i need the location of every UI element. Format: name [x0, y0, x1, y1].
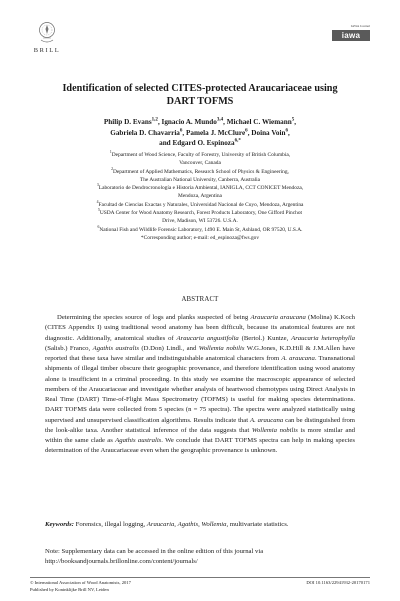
- species-name: Araucaria araucana: [250, 314, 306, 321]
- keyword-text: , multivariate statistics.: [226, 521, 289, 528]
- copyright-line: © International Association of Wood Anatomists, 2017: [30, 580, 131, 585]
- affiliation-text: Drive, Madison, WI 53726. U.S.A.: [162, 218, 238, 225]
- species-name: Wollemia nobilis: [198, 344, 245, 352]
- journal-logo-mark: iawa: [332, 30, 370, 41]
- affiliation-line: [44, 209, 356, 217]
- affiliation-text: Department of Applied Mathematics, Research School of Physics & Engineering,: [112, 168, 289, 175]
- keyword-genus: Agathis: [177, 521, 199, 528]
- affiliation-text: Vancouver, Canada: [179, 160, 221, 167]
- keyword-separator: ,: [198, 521, 202, 528]
- keywords-label: Keywords:: [45, 521, 74, 528]
- brill-logo: [30, 20, 64, 54]
- species-name: Agathis australis: [115, 437, 162, 444]
- affiliation-text: Department of Wood Science, Faculty of Forestry, University of British Columbia,: [111, 152, 291, 158]
- supplementary-url[interactable]: http://booksandjournals.brillonline.com/content/journals/: [45, 558, 198, 566]
- affiliation-line: [44, 151, 356, 159]
- author-affiliation-mark: 5: [291, 117, 295, 123]
- doi-line[interactable]: DOI 10.1163/22941932-20170171: [306, 580, 370, 585]
- keywords: [45, 520, 355, 530]
- affiliation-line: [44, 168, 356, 176]
- affiliation-line: [44, 217, 356, 225]
- author-name: Ignacio A. Mundo: [161, 118, 217, 126]
- brill-crest-icon: [36, 20, 58, 46]
- author-affiliation-mark: 6: [245, 128, 248, 134]
- affiliation-text: Facultad de Ciencias Exactas y Naturales, Universidad Nacional de Cuyo, Mendoza, Argentina: [98, 201, 304, 208]
- author-conjunction: and: [159, 139, 171, 148]
- affiliation-number: 2: [111, 166, 113, 171]
- affiliation-line: [44, 201, 356, 209]
- abstract-text: Determining the species source of logs and planks suspected of being: [57, 314, 251, 321]
- affiliation-text: The Australian National University, Canberra, Australia: [139, 176, 261, 183]
- abstract-text: is more similar and within the same clade as: [45, 426, 356, 444]
- affiliation-number: 6: [97, 224, 100, 229]
- species-name: Araucaria angustifolia: [176, 334, 239, 342]
- affiliation-number: 1: [109, 150, 112, 155]
- footer-left: [30, 580, 131, 594]
- journal-logo-caption: IAWA Journal: [350, 24, 370, 28]
- abstract-text: can be distinguished from the look-alike taxa. Another statistical inference of the data suggests that: [45, 416, 355, 434]
- note-line: Note: Supplementary data can be accessed in the online edition of this journal via: [45, 548, 264, 555]
- species-name: Wollemia nobilis: [251, 426, 298, 434]
- author-name: Doina Voin: [251, 128, 286, 137]
- title-line-2: DART TOFMS: [166, 95, 234, 107]
- author-affiliation-mark: 6: [179, 128, 183, 134]
- abstract-heading: ABSTRACT: [181, 296, 219, 303]
- publisher-wordmark: BRILL: [33, 47, 61, 54]
- species-name: Araucaria heterophylla: [291, 334, 355, 342]
- corresponding-author-line: [44, 234, 356, 242]
- abstract-text: (Salisb.) Franco,: [45, 344, 93, 352]
- author-name: Michael C. Wiemann: [226, 118, 292, 126]
- journal-logo: [332, 24, 370, 41]
- author-affiliation-mark: 1,2: [151, 117, 158, 123]
- keyword-genus: Araucaria: [146, 521, 175, 528]
- affiliation-list: [44, 151, 356, 242]
- species-name: A. araucana: [281, 355, 315, 362]
- affiliation-line: [44, 176, 356, 184]
- keyword-text: Forensics, illegal logging,: [73, 521, 147, 528]
- affiliation-text: Mendoza, Argentina: [178, 193, 222, 200]
- author-affiliation-mark: 6,*: [234, 138, 241, 144]
- abstract-text: (Molina) K.Koch (CITES Appendix I) using traditional wood anatomy has been difficult, because its anatomical features are not diagnostic. Additionally, anatomical studies of: [45, 314, 356, 342]
- footer-right: [306, 580, 370, 587]
- species-name: Agathis australis: [92, 344, 139, 352]
- abstract-text: . Transnational shipments of illegal timber obscure their geographic provenance, and therefore identification using wood anatomy alone is insufficient in a criminal proceeding. In this study we examine the macroscopic appearance of selected members of the Araucariaceae and investigate whether analysis of heartwood chemotypes using Direct Analysis in Real Time (DART) Time-of-Flight Mass Spectrometry (TOFMS) is useful for making species determinations. DART TOFMS data were collected from 5 species (n = 75 spectra). The spectra were analyzed statistically using supervised and unsupervised classification algorithms. Results indicate that: [45, 355, 355, 424]
- affiliation-number: 5: [97, 208, 100, 213]
- abstract-text: W.G.Jones, K.D.Hill & J.M.Allen have reported that these taxa have similar and indistinguishable anatomical characters from: [45, 344, 355, 362]
- abstract-text: (Bertol.) Kuntze,: [238, 334, 292, 342]
- affiliation-line: [44, 226, 356, 234]
- author-name: Edgard O. Espinoza: [172, 139, 235, 148]
- article-title: [40, 83, 360, 108]
- supplementary-note: [45, 547, 355, 568]
- keyword-genus: Wollemia: [201, 521, 227, 528]
- keyword-separator: ,: [174, 521, 178, 528]
- publisher-line: Published by Koninklijke Brill NV, Leiden: [30, 586, 109, 592]
- affiliation-text: National Fish and Wildlife Forensic Laboratory, 1490 E. Main St, Ashland, OR 97520, U.S.A.: [99, 226, 303, 233]
- affiliation-line: [44, 184, 356, 192]
- abstract-text: (D.Don) Lindl., and: [138, 344, 199, 352]
- abstract-text: . We conclude that DART TOFMS spectra can help in making species determination of the Araucariaceae even when the geographic provenance is unknown.: [45, 437, 355, 455]
- affiliation-number: 3: [96, 183, 99, 188]
- author-name: Pamela J. McClure: [186, 128, 246, 137]
- author-affiliation-mark: 3,4: [216, 117, 224, 123]
- abstract-body: [45, 313, 355, 457]
- author-name: Philip D. Evans: [103, 118, 152, 126]
- corresponding-author-text: *Corresponding author; e-mail: ed_espinoza@fws.gov: [140, 234, 260, 241]
- species-name: A. araucana: [249, 416, 284, 424]
- affiliation-text: USDA Center for Wood Anatomy Research, Forest Products Laboratory, One Gifford Pinchot: [99, 210, 303, 217]
- title-line-1: Identification of selected CITES-protected Araucariaceae using: [62, 83, 338, 94]
- affiliation-line: [44, 192, 356, 200]
- footer-divider: [30, 577, 370, 578]
- author-name: Gabriela D. Chavarria: [110, 128, 180, 137]
- author-list: Philip D. Evans$^{1,2}$, Ignacio A. Mundo$^{3,4}$, Michael C. Wiemann$^5$, Gabriela D. Chavarria$^6$, Pamela J. McClure$^6$, Doina Voin$^6$, and Edgard O. Espinoza$^{6,*}$: [103, 117, 297, 148]
- affiliation-number: 4: [96, 199, 99, 204]
- author-affiliation-mark: 6: [285, 128, 288, 134]
- affiliation-text: Laboratorio de Dendrocronología e Historia Ambiental, IANIGLA, CCT CONICET Mendoza,: [98, 185, 304, 192]
- affiliation-line: [44, 159, 356, 167]
